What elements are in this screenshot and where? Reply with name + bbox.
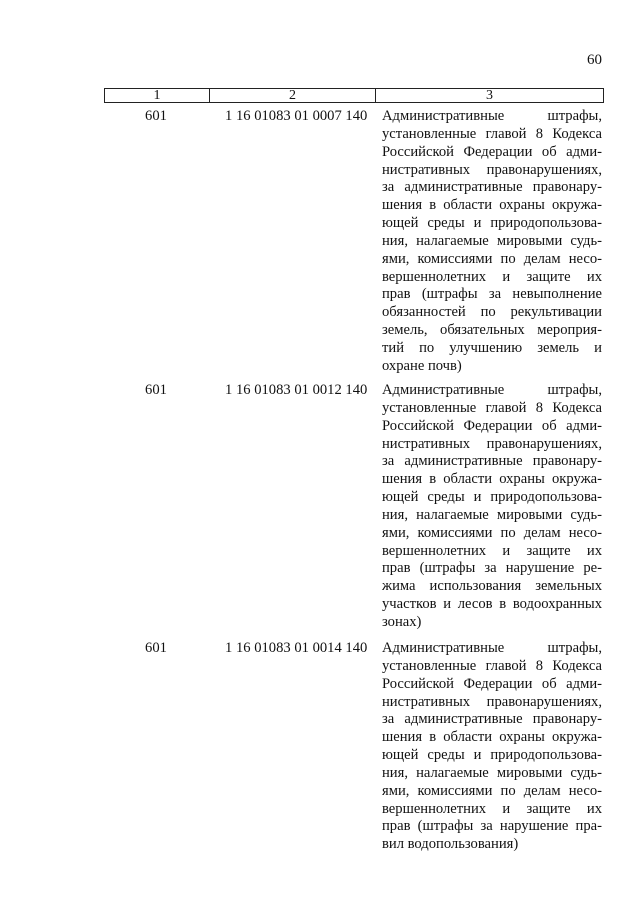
admin-code: 601 (145, 382, 167, 398)
description-line: участков и лесов в водоохранных (382, 596, 602, 613)
description-line: шения в области охраны окружа- (382, 729, 602, 746)
kbk-code: 1 16 01083 01 0014 140 (225, 640, 368, 656)
column-header-2: 2 (210, 89, 376, 103)
kbk-code: 1 16 01083 01 0007 140 (225, 108, 368, 124)
description-line: ния, налагаемые мировыми судь- (382, 764, 602, 781)
description-line: ями, комиссиями по делам несо- (382, 782, 602, 799)
description-line: шения в области охраны окружа- (382, 197, 602, 214)
description-line: за административные правонару- (382, 453, 602, 470)
column-header-3: 3 (376, 89, 604, 103)
description (382, 382, 602, 632)
description-line: земель, обязательных мероприя- (382, 322, 602, 339)
column-header-table (104, 88, 604, 103)
description-line: Российской Федерации об адми- (382, 143, 602, 160)
description-line: Административные штрафы, (382, 382, 602, 398)
description-line: Административные штрафы, (382, 640, 602, 656)
description-line: нистративных правонарушениях, (382, 435, 602, 452)
kbk-code: 1 16 01083 01 0012 140 (225, 382, 368, 398)
column-header-1: 1 (105, 89, 210, 103)
description-line: ющей среды и природопользова- (382, 215, 602, 232)
description-line: шения в области охраны окружа- (382, 471, 602, 488)
description-line: ями, комиссиями по делам несо- (382, 250, 602, 267)
description-line: вершеннолетних и защите их (382, 268, 602, 285)
description-line: охране почв) (382, 357, 462, 374)
description-line: вершеннолетних и защите их (382, 542, 602, 559)
admin-code: 601 (145, 108, 167, 124)
description-line: установленные главой 8 Кодекса (382, 125, 602, 142)
description-line: за административные правонару- (382, 711, 602, 728)
description-line: обязанностей по рекультивации (382, 304, 602, 321)
description-line: ния, налагаемые мировыми судь- (382, 232, 602, 249)
description-line: Российской Федерации об адми- (382, 417, 602, 434)
description-line: тий по улучшению земель и (382, 339, 602, 356)
description-line: нистративных правонарушениях, (382, 693, 602, 710)
description-line: ющей среды и природопользова- (382, 747, 602, 764)
description-line: ями, комиссиями по делам несо- (382, 524, 602, 541)
description-line: ния, налагаемые мировыми судь- (382, 506, 602, 523)
description-line: ющей среды и природопользова- (382, 489, 602, 506)
description-line: зонах) (382, 613, 422, 630)
description-line: жима использования земельных (382, 578, 602, 595)
description-line: прав (штрафы за невыполнение (382, 286, 602, 303)
description-line: за административные правонару- (382, 179, 602, 196)
description-line: прав (штрафы за нарушение ре- (382, 560, 602, 577)
page-number: 60 (587, 52, 602, 68)
description (382, 108, 602, 376)
description-line: нистративных правонарушениях, (382, 161, 602, 178)
description-line: Российской Федерации об адми- (382, 675, 602, 692)
description (382, 640, 602, 854)
description-line: установленные главой 8 Кодекса (382, 657, 602, 674)
column-header-row (105, 89, 604, 103)
admin-code: 601 (145, 640, 167, 656)
description-line: вершеннолетних и защите их (382, 800, 602, 817)
description-line: установленные главой 8 Кодекса (382, 399, 602, 416)
description-line: вил водопользования) (382, 836, 519, 853)
description-line: Административные штрафы, (382, 108, 602, 124)
description-line: прав (штрафы за нарушение пра- (382, 818, 602, 835)
